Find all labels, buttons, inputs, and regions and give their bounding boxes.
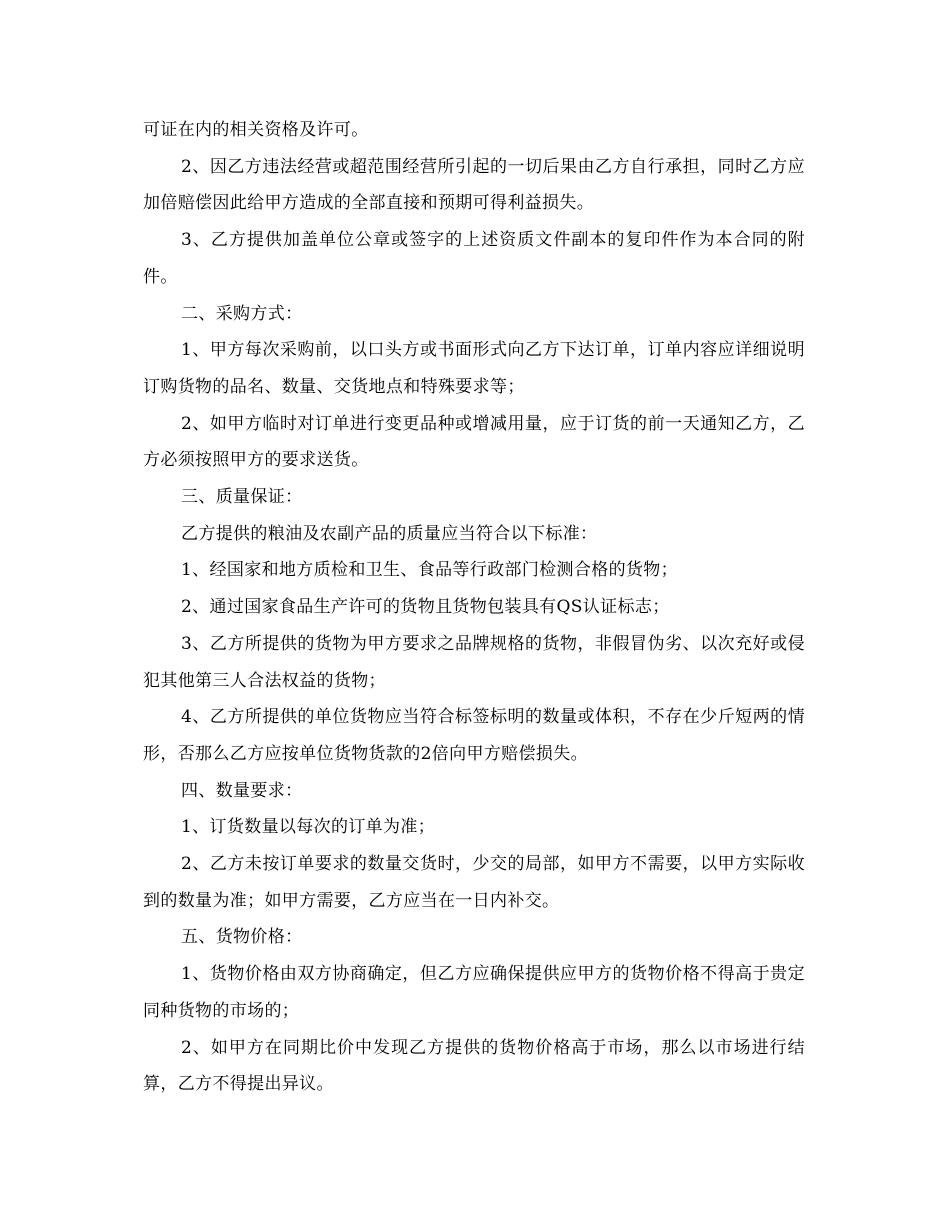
paragraph-order-change: 2、如甲方临时对订单进行变更品种或增减用量，应于订货的前一天通知乙方，乙方必须按照甲方的要求送货。 — [143, 413, 805, 471]
paragraph-price-comparison: 2、如甲方在同期比价中发现乙方提供的货物价格高于市场，那么以市场进行结算，乙方不得提出异议。 — [143, 1037, 805, 1095]
paragraph-order-placement: 1、甲方每次采购前，以口头方或书面形式向乙方下达订单，订单内容应详细说明订购货物的品名、数量、交货地点和特殊要求等； — [143, 340, 805, 397]
section-heading-quantity-requirements: 四、数量要求： — [181, 780, 303, 801]
section-heading-quality-assurance: 三、质量保证： — [181, 487, 303, 508]
paragraph-qs-certification: 2、通过国家食品生产许可的货物且货物包装具有QS认证标志； — [181, 597, 670, 618]
section-heading-goods-price: 五、货物价格： — [181, 927, 303, 948]
paragraph-shortage-handling: 2、乙方未按订单要求的数量交货时，少交的局部，如甲方不需要，以甲方实际收到的数量为准；如甲方需要，乙方应当在一日内补交。 — [143, 854, 805, 911]
paragraph-quality-standards-intro: 乙方提供的粮油及农副产品的质量应当符合以下标准： — [181, 523, 598, 544]
paragraph-brand-specification: 3、乙方所提供的货物为甲方要求之品牌规格的货物，非假冒伪劣、以次充好或侵犯其他第三人合法权益的货物； — [143, 633, 805, 691]
paragraph-qualification-copies: 3、乙方提供加盖单位公章或签字的上述资质文件副本的复印件作为本合同的附件。 — [143, 230, 805, 287]
paragraph-price-negotiation: 1、货物价格由双方协商确定，但乙方应确保提供应甲方的货物价格不得高于贵定同种货物的市场的； — [143, 964, 805, 1021]
paragraph-order-quantity: 1、订货数量以每次的订单为准； — [181, 817, 436, 838]
paragraph-illegal-operation-liability: 2、因乙方违法经营或超范围经营所引起的一切后果由乙方自行承担，同时乙方应加倍赔偿因此给甲方造成的全部直接和预期可得利益损失。 — [143, 156, 805, 214]
paragraph-license-continuation: 可证在内的相关资格及许可。 — [143, 120, 369, 140]
contract-body — [143, 112, 805, 1103]
section-heading-procurement-method: 二、采购方式： — [181, 303, 303, 324]
paragraph-quantity-label: 4、乙方所提供的单位货物应当符合标签标明的数量或体积，不存在少斤短两的情形，否那么乙方应按单位货物货款的2倍向甲方赔偿损失。 — [143, 707, 805, 764]
paragraph-quality-inspection: 1、经国家和地方质检和卫生、食品等行政部门检测合格的货物； — [181, 560, 678, 581]
